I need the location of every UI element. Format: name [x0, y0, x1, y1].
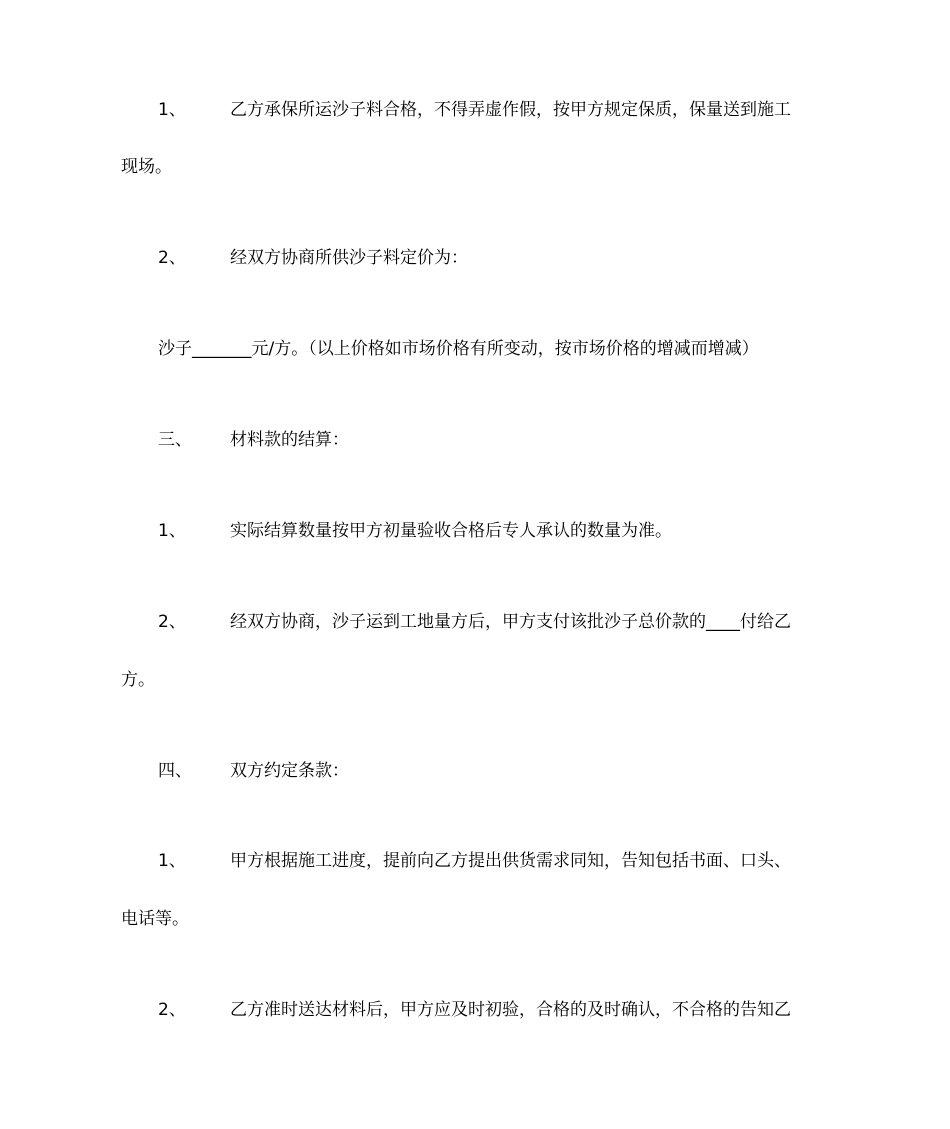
continuation-text: 方。	[121, 670, 155, 690]
section-number: 四、	[158, 761, 192, 781]
clause-line	[0, 516, 950, 546]
continuation-text: 现场。	[121, 157, 172, 177]
section-title: 材料款的结算：	[230, 430, 349, 450]
clause-line	[0, 243, 950, 273]
clause-number: 1、	[158, 521, 186, 541]
clause-text: 甲方根据施工进度，提前向乙方提出供货需求同知，告知包括书面、口头、	[230, 851, 791, 871]
clause-text: 乙方准时送达材料后，甲方应及时初验，合格的及时确认，不合格的告知乙	[230, 1000, 791, 1020]
continuation-line	[0, 665, 950, 695]
continuation-line	[0, 904, 950, 934]
clause-line	[0, 846, 950, 876]
price-text: 沙子_______元/方。（以上价格如市场价格有所变动，按市场价格的增减而增减）	[158, 339, 759, 359]
price-line	[0, 334, 950, 364]
clause-number: 2、	[158, 248, 186, 268]
section-number: 三、	[158, 430, 192, 450]
clause-text: 实际结算数量按甲方初量验收合格后专人承认的数量为准。	[230, 521, 672, 541]
continuation-line	[0, 152, 950, 182]
clause-text: 经双方协商所供沙子料定价为：	[230, 248, 468, 268]
clause-number: 2、	[158, 612, 186, 632]
clause-number: 1、	[158, 100, 186, 120]
section-title: 双方约定条款：	[230, 761, 349, 781]
clause-line	[0, 607, 950, 637]
clause-text: 乙方承保所运沙子料合格，不得弄虚作假，按甲方规定保质，保量送到施工	[230, 100, 791, 120]
clause-number: 1、	[158, 851, 186, 871]
clause-line	[0, 95, 950, 125]
section-heading	[0, 756, 950, 786]
clause-text: 经双方协商，沙子运到工地量方后，甲方支付该批沙子总价款的____付给乙	[230, 612, 791, 632]
section-heading	[0, 425, 950, 455]
continuation-text: 电话等。	[121, 909, 189, 929]
clause-number: 2、	[158, 1000, 186, 1020]
clause-line	[0, 995, 950, 1025]
